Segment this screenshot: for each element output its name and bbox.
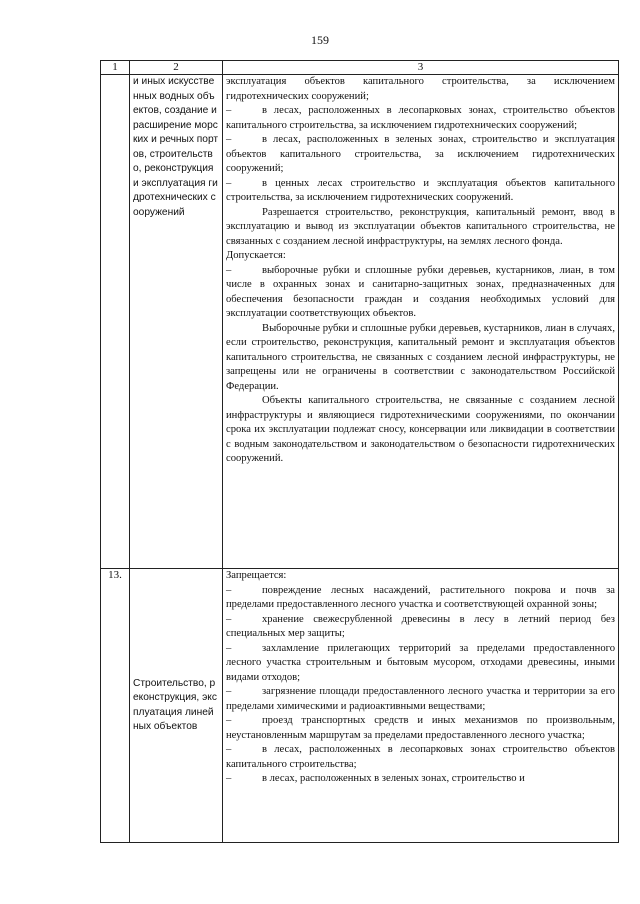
dash-list-item xyxy=(226,613,615,642)
dash-bullet: – xyxy=(226,105,232,116)
indented-paragraph: Разрешается строительство, реконструкция, капитальный ремонт, ввод в эксплуатацию и вывод из эксплуатации объектов капитального строительства, не связанных с созданием лесной инфраструктуры, на землях лесного фонда. xyxy=(226,206,615,247)
dash-list-item xyxy=(226,685,615,714)
item-text: в ценных лесах строительство и эксплуатация объектов капитального строительства, за исключением гидротехнических сооружений. xyxy=(226,177,615,203)
row-number-cell xyxy=(101,75,130,569)
item-text: проезд транспортных средств и иных механизмов по произвольным, неустановленным маршрутам за пределами предоставленного лесного участка; xyxy=(226,715,615,741)
item-text: в лесах, расположенных в зеленых зонах, строительство и эксплуатация объектов капитального строительства, за исключением гидротехнических сооружений; xyxy=(226,134,615,174)
regulation-table xyxy=(100,60,619,843)
dash-bullet: – xyxy=(226,584,232,596)
header-cell-2: 2 xyxy=(130,61,223,75)
dash-list-item xyxy=(226,642,615,686)
dash-bullet: – xyxy=(226,744,232,755)
indented-paragraph: Выборочные рубки и сплошные рубки деревьев, кустарников, лиан в случаях, если строительство, реконструкция, капитальный ремонт и эксплуатация объектов капитального строительства, не связанных с созданием лесной инфраструктуры, не запрещены или не ограничены в соответствии с законодательством Российской Федерации. xyxy=(226,322,615,392)
item-text: в лесах, расположенных в зеленых зонах, строительство и xyxy=(262,773,525,784)
header-cell-1: 1 xyxy=(101,61,130,75)
dash-bullet: – xyxy=(226,773,232,784)
item-text: в лесах, расположенных в лесопарковых зонах, строительство объектов капитального строительства, за исключением гидротехнических сооружений; xyxy=(226,105,615,131)
dash-bullet: – xyxy=(226,134,232,145)
dash-list-item xyxy=(226,104,615,133)
dash-list-item xyxy=(226,714,615,743)
table-row xyxy=(101,75,619,569)
item-text: повреждение лесных насаждений, растительного покрова и почв за пределами предоставленного лесного участка и соответствующей охранной зоны; xyxy=(226,584,615,610)
dash-bullet: – xyxy=(226,642,232,654)
dash-bullet: – xyxy=(226,264,232,276)
item-text: выборочные рубки и сплошные рубки деревьев, кустарников, лиан, в том числе в охранных зонах и санитарно-защитных зонах, предназначенных для обеспечения безопасности граждан и создания необходимых условий для эксплуатации соответствующих объектов. xyxy=(226,264,615,319)
header-cell-3: 3 xyxy=(223,61,619,75)
paragraph: Допускается: xyxy=(226,250,286,261)
dash-list-item xyxy=(226,772,615,787)
item-text: загрязнение площади предоставленного лесного участка и территории за его пределами химическими и радиоактивными веществами; xyxy=(226,686,615,712)
requirements-cell xyxy=(223,569,619,843)
activity-type-cell: Строительство, реконструкция, эксплуатация линейных объектов xyxy=(130,569,223,843)
page-number: 159 xyxy=(311,33,329,47)
dash-bullet: – xyxy=(226,613,232,625)
dash-list-item xyxy=(226,133,615,177)
dash-list-item xyxy=(226,177,615,206)
dash-list-item xyxy=(226,743,615,772)
dash-bullet: – xyxy=(226,177,232,189)
dash-list-item xyxy=(226,264,615,322)
dash-bullet: – xyxy=(226,686,232,697)
activity-type-cell: и иных искусственных водных объектов, создание и расширение морских и речных портов, строительство, реконструкция и эксплуатация гидротехнических сооружений xyxy=(130,75,223,569)
table-row xyxy=(101,569,619,843)
dash-list-item xyxy=(226,584,615,613)
item-text: в лесах, расположенных в лесопарковых зонах строительство объектов капитального строительства; xyxy=(226,744,615,770)
paragraph: Запрещается: xyxy=(226,570,287,581)
dash-bullet: – xyxy=(226,715,232,726)
item-text: захламление прилегающих территорий за пределами предоставленного лесного участка строительным и бытовым мусором, отходами древесины, иными видами отходов; xyxy=(226,642,615,683)
item-text: хранение свежесрубленной древесины в лесу в летний период без специальных мер защиты; xyxy=(226,613,615,639)
table-header-row xyxy=(101,61,619,75)
paragraph: эксплуатация объектов капитального строительства, за исключением гидротехнических сооружений; xyxy=(226,76,615,102)
requirements-cell xyxy=(223,75,619,569)
row-number-cell: 13. xyxy=(101,569,130,843)
indented-paragraph: Объекты капитального строительства, не связанные с созданием лесной инфраструктуры и являющиеся гидротехническими сооружениями, по окончании срока их эксплуатации подлежат сносу, консервации или ликвидации в соответствии с водным законодательством и законодательством о безопасности гидротехнических сооружений. xyxy=(226,395,615,464)
